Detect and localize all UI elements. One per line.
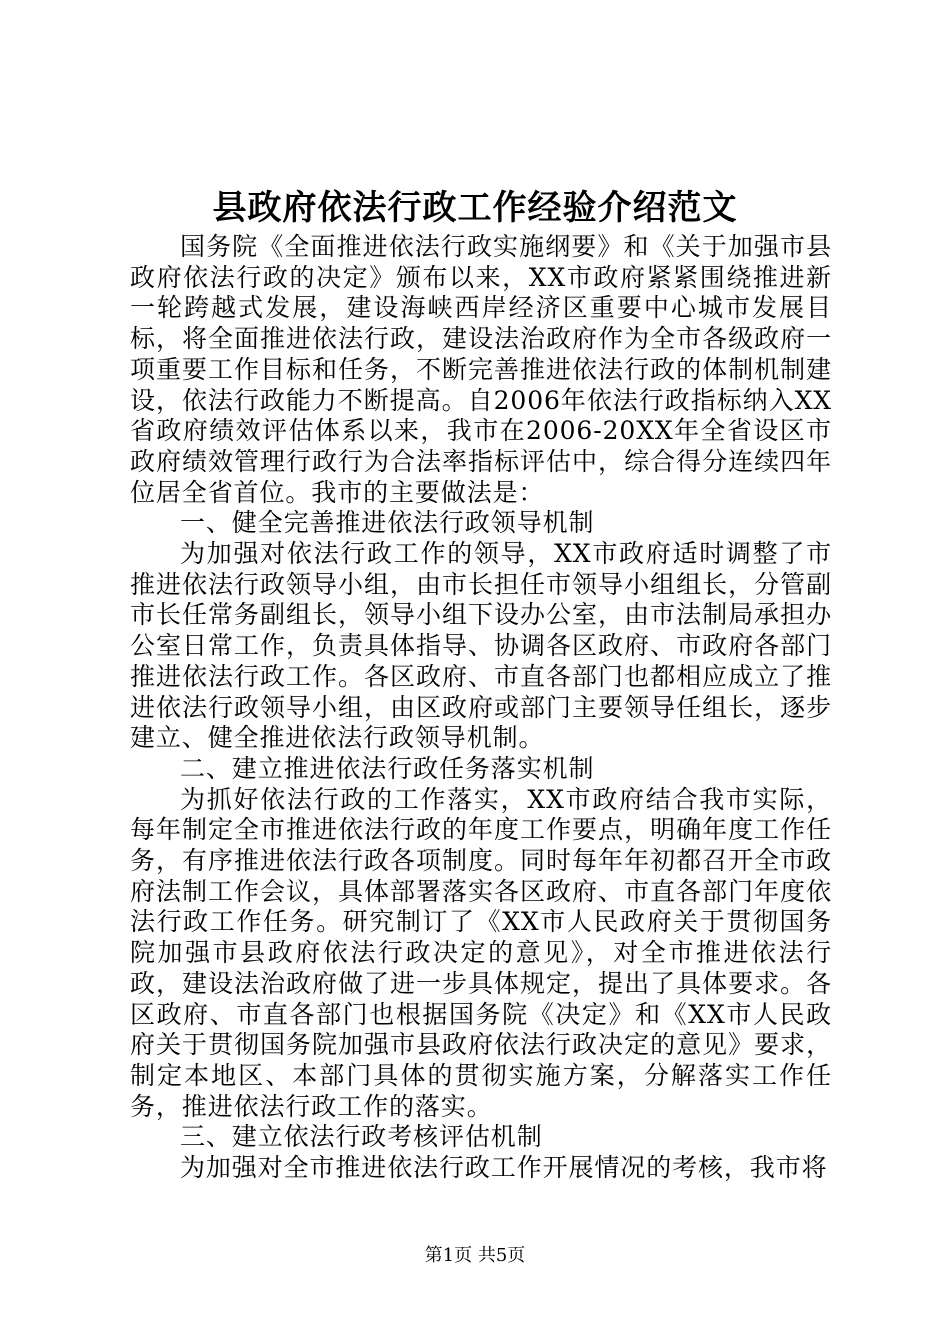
document-body bbox=[130, 232, 832, 1184]
section-heading-2: 二、建立推进依法行政任务落实机制 bbox=[180, 753, 595, 783]
section-paragraph-2: 为抓好依法行政的工作落实，XX市政府结合我市实际，每年制定全市推进依法行政的年度工作要点，明确年度工作任务，有序推进依法行政各项制度。同时每年年初都召开全市政府法制工作会议，具体部署落实各区政府、市直各部门年度依法行政工作任务。研究制订了《XX市人民政府关于贯彻国务院加强市县政府依法行政决定的意见》，对全市推进依法行政，建设法治政府做了进一步具体规定，提出了具体要求。各区政府、市直各部门也根据国务院《决定》和《XX市人民政府关于贯彻国务院加强市县政府依法行政决定的意见》要求，制定本地区、本部门具体的贯彻实施方案，分解落实工作任务，推进依法行政工作的落实。 bbox=[130, 784, 832, 1121]
page-footer: 第1页 共5页 bbox=[424, 1245, 526, 1266]
section-heading-1: 一、健全完善推进依法行政领导机制 bbox=[180, 508, 595, 538]
document-title: 县政府依法行政工作经验介绍范文 bbox=[212, 188, 738, 228]
section-paragraph-1: 为加强对依法行政工作的领导，XX市政府适时调整了市推进依法行政领导小组，由市长担任市领导小组组长，分管副市长任常务副组长，领导小组下设办公室，由市法制局承担办公室日常工作，负责具体指导、协调各区政府、市政府各部门推进依法行政工作。各区政府、市直各部门也都相应成立了推进依法行政领导小组，由区政府或部门主要领导任组长，逐步建立、健全推进依法行政领导机制。 bbox=[130, 539, 832, 753]
section-paragraph-3: 为加强对全市推进依法行政工作开展情况的考核，我市将 bbox=[180, 1153, 828, 1183]
intro-paragraph: 国务院《全面推进依法行政实施纲要》和《关于加强市县政府依法行政的决定》颁布以来，XX市政府紧紧围绕推进新一轮跨越式发展，建设海峡西岸经济区重要中心城市发展目标，将全面推进依法行政，建设法治政府作为全市各级政府一项重要工作目标和任务，不断完善推进依法行政的体制机制建设，依法行政能力不断提高。自2006年依法行政指标纳入XX省政府绩效评估体系以来，我市在2006-20XX年全省设区市政府绩效管理行政行为合法率指标评估中，综合得分连续四年位居全省首位。我市的主要做法是： bbox=[130, 232, 832, 507]
section-heading-3: 三、建立依法行政考核评估机制 bbox=[180, 1122, 543, 1152]
